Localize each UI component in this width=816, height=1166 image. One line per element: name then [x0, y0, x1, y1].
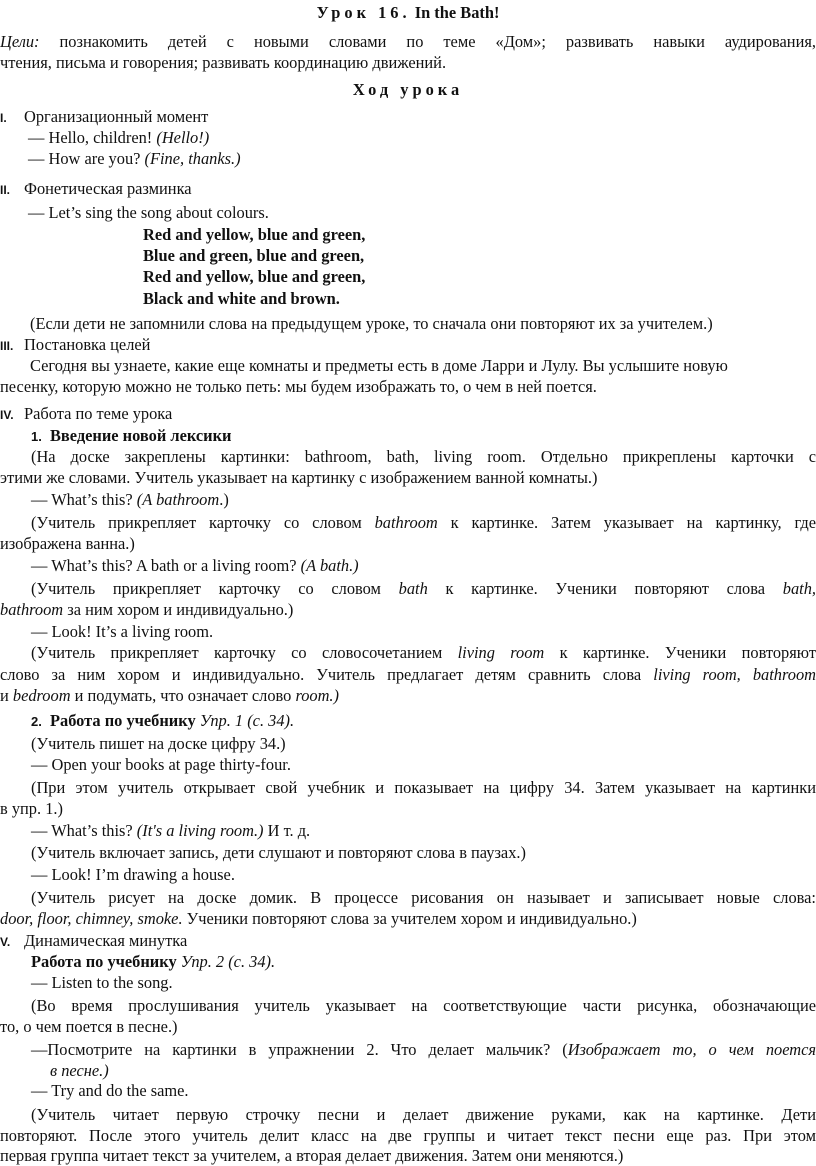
paragraph-line: в песне.): [50, 1061, 109, 1080]
section-5-heading: V. Динамическая минутка: [0, 931, 188, 950]
paragraph-line: (Учитель прикрепляет карточку со словом bathroom к картинке. Затем указывает на картинку, где: [31, 513, 816, 532]
dialog-line: —Посмотрите на картинки в упражнении 2. Что делает мальчик? (Изображает то, о чем поется: [31, 1040, 816, 1059]
dialog-line: — What’s this? (It's a living room.) И т. д.: [31, 821, 311, 840]
paragraph-line: то, о чем поется в песне.): [0, 1017, 178, 1036]
paragraph-line: первая группа читает текст за учителем, а вторая делает движения. Затем они меняются.): [0, 1146, 624, 1165]
paragraph-line: (При этом учитель открывает свой учебник и показывает на цифру 34. Затем указывает на картинки: [31, 778, 816, 797]
dialog-line: — Look! I’m drawing a house.: [31, 865, 235, 884]
dialog-line: — What’s this? (A bathroom.): [31, 490, 229, 509]
subsection-2-heading: 2. Работа по учебнику Упр. 1 (с. 34).: [31, 711, 295, 730]
subsection-1-heading: 1. Введение новой лексики: [31, 426, 232, 445]
paragraph-line: повторяют. После этого учитель делит класс на две группы и читает текст песни еще раз. При этом: [0, 1126, 816, 1145]
section-1-heading: I. Организационный момент: [0, 107, 209, 126]
paragraph-line: этими же словами. Учитель указывает на картинку с изображением ванной комнаты.): [0, 468, 598, 487]
goals-line-2: чтения, письма и говорения; развивать координацию движений.: [0, 53, 447, 72]
dialog-line: — Look! It’s a living room.: [31, 622, 214, 641]
dialog-line: — Try and do the same.: [31, 1081, 189, 1100]
paragraph-line: и bedroom и подумать, что означает слово room.): [0, 686, 339, 705]
paragraph-line: bathroom за ним хором и индивидуально.): [0, 600, 294, 619]
section-3-heading: III. Постановка целей: [0, 335, 151, 354]
paragraph-line: door, floor, chimney, smoke. Ученики повторяют слова за учителем хором и индивидуально.): [0, 909, 637, 928]
paragraph-line: (Учитель читает первую строчку песни и делает движение руками, как на картинке. Дети: [31, 1105, 816, 1124]
note-line: (Если дети не запомнили слова на предыдущем уроке, то сначала они повторяют их за учителем.): [30, 314, 713, 333]
dialog-line: — What’s this? A bath or a living room? (A bath.): [31, 556, 359, 575]
paragraph-line: (Учитель пишет на доске цифру 34.): [31, 734, 286, 753]
dialog-line: — Listen to the song.: [31, 973, 173, 992]
paragraph-line: (Учитель прикрепляет карточку со словосочетанием living room к картинке. Ученики повторяют: [31, 643, 816, 662]
song-line: Red and yellow, blue and green,: [143, 225, 366, 244]
dialog-line: — How are you? (Fine, thanks.): [28, 149, 241, 168]
lesson-title: Урок 16. In the Bath!: [316, 3, 500, 22]
paragraph-line: (Учитель включает запись, дети слушают и повторяют слова в паузах.): [31, 843, 526, 862]
section-2-heading: II. Фонетическая разминка: [0, 179, 192, 198]
paragraph-line: (Учитель прикрепляет карточку со словом bath к картинке. Ученики повторяют слова bath,: [31, 579, 816, 598]
paragraph-line: (Во время прослушивания учитель указывает на соответствующие части рисунка, обозначающие: [31, 996, 816, 1015]
section-4-heading: IV. Работа по теме урока: [0, 404, 173, 423]
dialog-line: — Hello, children! (Hello!): [28, 128, 210, 147]
paragraph-line: слово за ним хором и индивидуально. Учитель предлагает детям сравнить слова living room, bathroom: [0, 665, 816, 684]
paragraph-line: в упр. 1.): [0, 799, 63, 818]
song-line: Blue and green, blue and green,: [143, 246, 365, 265]
dialog-line: — Let’s sing the song about colours.: [28, 203, 269, 222]
song-line: Red and yellow, blue and green,: [143, 267, 366, 286]
song-line: Black and white and brown.: [143, 289, 340, 308]
paragraph-line: изображена ванна.): [0, 534, 135, 553]
paragraph-line: Сегодня вы узнаете, какие еще комнаты и предметы есть в доме Ларри и Лулу. Вы услышите новую: [30, 356, 728, 375]
lesson-flow-heading: Ход урока: [352, 80, 464, 99]
paragraph-line: (Учитель рисует на доске домик. В процессе рисования он называет и записывает новые слова:: [31, 888, 816, 907]
dialog-line: — Open your books at page thirty-four.: [31, 755, 291, 774]
paragraph-line: (На доске закреплены картинки: bathroom, bath, living room. Отдельно прикреплены карточки с: [31, 447, 816, 466]
subsection-heading: Работа по учебнику Упр. 2 (с. 34).: [31, 952, 276, 971]
paragraph-line: песенку, которую можно не только петь: мы будем изображать то, о чем в ней поется.: [0, 377, 597, 396]
goals-line-1: Цели: познакомить детей с новыми словами по теме «Дом»; развивать навыки аудирования,: [0, 32, 816, 51]
